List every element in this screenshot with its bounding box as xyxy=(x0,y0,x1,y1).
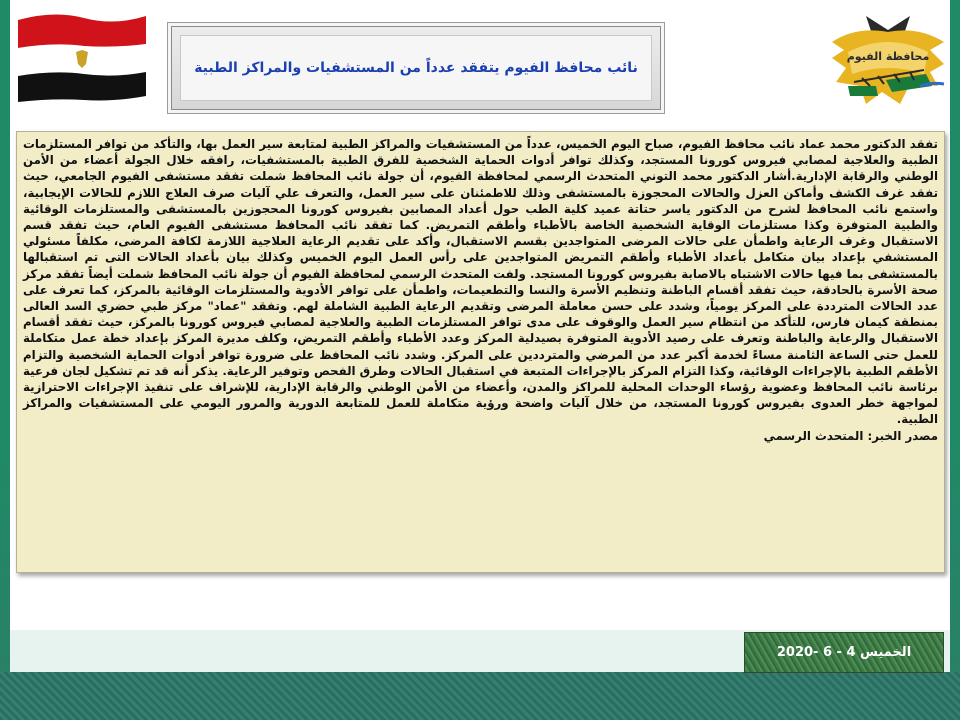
egypt-flag-icon xyxy=(14,10,150,102)
date-banner xyxy=(744,632,944,673)
fayoum-governorate-logo xyxy=(826,12,950,112)
page-title: نائب محافظ الفيوم يتفقد عدداً من المستشفيات والمراكز الطبية xyxy=(194,60,638,76)
title-inner xyxy=(180,35,652,101)
title-box xyxy=(171,26,661,110)
logo-text: محافظة الفيوم xyxy=(846,50,930,63)
article-box xyxy=(16,131,945,573)
article-source: مصدر الخبر: المتحدث الرسمي xyxy=(763,428,938,443)
article-body: تفقد الدكتور محمد عماد نائب محافظ الفيوم، صباح اليوم الخميس، عدداً من المستشفيات والمراكز الطبية لمتابعة سير العمل بها، والتأكد من توافر المستلزمات الطبية والعلاجية لمصابي فيروس كورونا المستجد، وكذلك توافر أدوات الحماية الشخصية للفرق الطبية بالمستشفيات، رافقه خلال الجولة أعضاء من الأمن الوطني والرقابة الإدارية.أشار الدكتور محمد التوني المتحدث الرسمي لمحافظة الفيوم، أن جولة نائب المحافظ شملت تفقد مستشفى الفيوم الجامعي، حيث تفقد غرف الكشف وأماكن العزل والحالات المحجوزة بالمستشفى وذلك للاطمئنان على سير العمل، والتعرف علي آليات صرف العلاج اللازم للحالات الإيجابية، واستمع نائب المحافظ لشرح من الدكتور ياسر حتاتة عميد كلية الطب حول أعداد المصابين بفيروس كورونا المحجوزين بالمستشفى والمستلزمات الوقائية والطبية المتوفرة وكذا مستلزمات الوقاية الشخصية الخاصة بالأطباء وأطقم التمريض. كما تفقد نائب المحافظ مستشفى الفيوم العام، حيث تفقد قسم الاستقبال وغرف الرعاية واطمأن على حالات المرضى المتواجدين بقسم الاستقبال، وأكد على تقديم الرعاية العلاجية اللازمة لكافة المرضى، مكلفاً مسئولي المستشفي بإعداد بيان متكامل بأعداد الأطباء وأطقم التمريض المتواجدين على رأس العمل اليوم الخميس وكذلك بيان بأعداد الحالات التى تم استقبالها بالمستشفى بما فيها حالات الاشتباه بالاصابة بفيروس كورونا المستجد. ولفت المتحدث الرسمي لمحافظة الفيوم أن جولة نائب المحافظ شملت أيضاً تفقد مركز صحة الأسرة بالحادقة، حيث تفقد أقسام الباطنة وتنظيم الأسرة والنسا والتطعيمات، واطمأن على توافر الأدوية والمستلزمات الوقائية بالمركز، كما تعرف على عدد الحالات المترددة على المركز يومياً، وشدد على حسن معاملة المرضى وتقديم الرعاية الطبية الشاملة لهم. وتفقد "عماد" مركز طبي حضري السد العالى بمنطقة كيمان فارس، للتأكد من انتظام سير العمل والوقوف على مدى توافر المستلزمات الطبية والعلاجية لمصابي فيروس كورونا بالمركز، حيث تفقد أقسام الاستقبال والرعاية والباطنة وتعرف على رصيد الأدوية المتوفرة بصيدلية المركز وعدد الأطباء وأطقم التمريض، وكلف مديرة المركز بإعداد خطة عمل متكاملة للعمل حتى الساعة الثامنة مساءً لخدمة أكبر عدد من المرضي والمترددين على المركز. وشدد نائب المحافظ على ضرورة توافر أدوات الحماية الشخصية والتزام الأطقم الطبية بالإجراءات الوقائية، وكذا التزام المركز بالإجراءات المتبعة في استقبال الحالات وطرق الفحص وتوفير الرعاية. يذكر أنه قد تم تشكيل لجان فرعية برئاسة نائب المحافظ وعضوية رؤساء الوحدات المحلية للمراكز والمدن، وأعضاء من الأمن الوطني والرقابة الإدارية، للإشراف على تنفيذ الإجراءات الاحترازية لمواجهة خطر العدوى بفيروس كورونا المستجد، من خلال آليات واضحة ورؤية متكاملة للعمل للمتابعة الدورية والمرور اليومي على المستشفيات والمراكز الطبية. xyxy=(23,137,938,427)
footer-band xyxy=(0,672,960,720)
article-text xyxy=(23,136,938,444)
left-border-rail xyxy=(0,0,10,720)
right-border-rail xyxy=(950,0,960,720)
publish-date: الخميس 4 - 6 -2020 xyxy=(776,645,912,660)
